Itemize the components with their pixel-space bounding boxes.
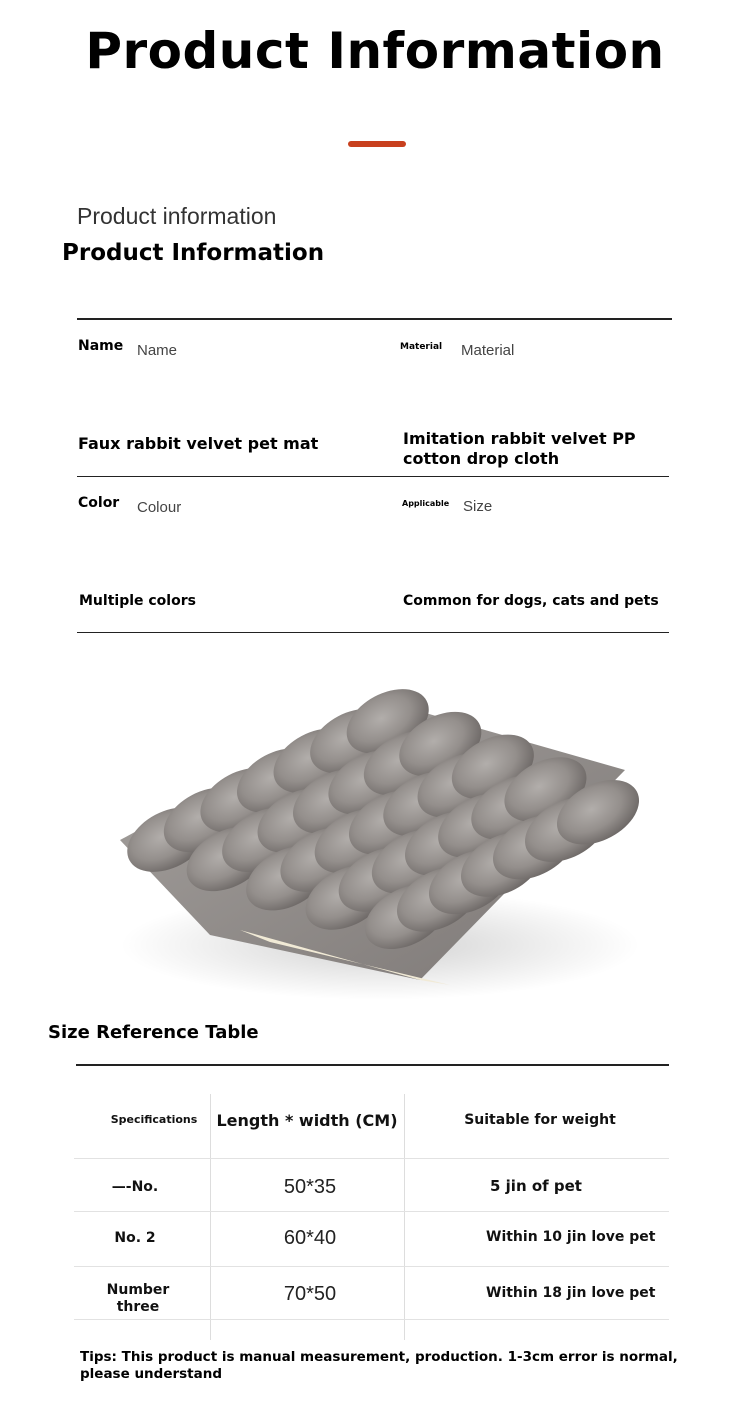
color-value: Multiple colors xyxy=(79,593,196,609)
info-bottom-rule xyxy=(77,632,669,633)
applicable-label-alt: Size xyxy=(463,498,493,515)
material-label: Material xyxy=(400,342,443,352)
table-row-1-weight: 5 jin of pet xyxy=(490,1177,582,1195)
table-row-1-spec: —-No. xyxy=(111,1179,159,1195)
table-row-3-weight: Within 18 jin love pet xyxy=(486,1285,656,1301)
table-row-3-spec: Number three xyxy=(106,1282,170,1315)
table-row-2-spec: No. 2 xyxy=(114,1230,156,1246)
tips-note: Tips: This product is manual measurement, production. 1-3cm error is normal, please understand xyxy=(80,1349,678,1382)
table-header-size: Length * width (CM) xyxy=(216,1111,398,1130)
applicable-value: Common for dogs, cats and pets xyxy=(403,593,659,609)
table-header-weight: Suitable for weight xyxy=(464,1112,616,1128)
accent-divider xyxy=(348,141,406,147)
table-row-divider-1 xyxy=(74,1158,669,1159)
product-image xyxy=(90,680,650,1010)
table-row-divider-3 xyxy=(74,1266,669,1267)
name-label: Name xyxy=(78,338,124,354)
info-top-rule xyxy=(77,318,672,320)
name-label-alt: Name xyxy=(137,342,178,359)
material-value: Imitation rabbit velvet PP cotton drop cloth xyxy=(403,429,636,468)
table-row-divider-4 xyxy=(74,1319,669,1320)
table-row-divider-2 xyxy=(74,1211,669,1212)
size-table-title: Size Reference Table xyxy=(48,1022,259,1043)
color-label-alt: Colour xyxy=(137,499,182,516)
table-row-2-weight: Within 10 jin love pet xyxy=(486,1229,656,1245)
section-subtitle-light: Product information xyxy=(77,203,277,229)
color-label: Color xyxy=(78,495,120,511)
size-table-top-rule xyxy=(76,1064,669,1066)
applicable-label: Applicable xyxy=(402,499,450,508)
material-label-alt: Material xyxy=(461,342,515,359)
table-row-1-size: 50*35 xyxy=(283,1176,337,1198)
table-row-2-size: 60*40 xyxy=(283,1227,337,1249)
table-header-specifications: Specifications xyxy=(110,1113,198,1126)
table-row-3-size: 70*50 xyxy=(283,1283,337,1305)
name-value: Faux rabbit velvet pet mat xyxy=(78,434,319,453)
info-middle-rule xyxy=(77,476,669,477)
section-subtitle-bold: Product Information xyxy=(62,240,325,266)
faux-fur-pet-mat-photo xyxy=(90,680,650,1010)
page-title: Product Information xyxy=(85,22,665,80)
